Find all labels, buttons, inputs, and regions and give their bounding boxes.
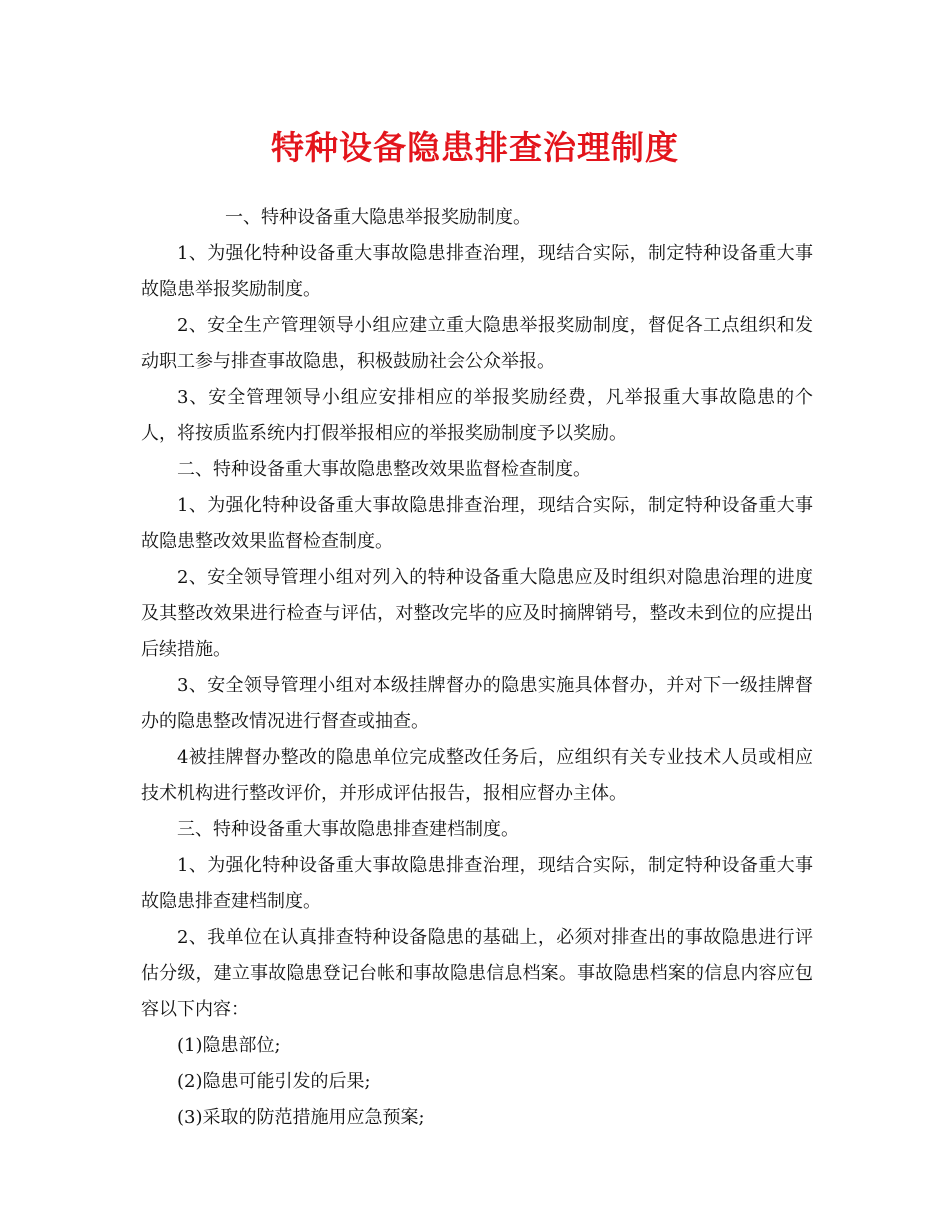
paragraph: 2、我单位在认真排查特种设备隐患的基础上，必须对排查出的事故隐患进行评估分级，建立事故隐患登记台帐和事故隐患信息档案。事故隐患档案的信息内容应包容以下内容： <box>141 927 813 1020</box>
paragraph: 3、安全管理领导小组应安排相应的举报奖励经费，凡举报重大事故隐患的个人，将按质监系统内打假举报相应的举报奖励制度予以奖励。 <box>141 387 813 444</box>
paragraph: 2、安全生产管理领导小组应建立重大隐患举报奖励制度，督促各工点组织和发动职工参与排查事故隐患，积极鼓励社会公众举报。 <box>141 315 813 372</box>
paragraph: 1、为强化特种设备重大事故隐患排查治理，现结合实际，制定特种设备重大事故隐患整改效果监督检查制度。 <box>141 495 813 552</box>
list-item: (2)隐患可能引发的后果; <box>177 1071 371 1092</box>
paragraph: 3、安全领导管理小组对本级挂牌督办的隐患实施具体督办，并对下一级挂牌督办的隐患整改情况进行督查或抽查。 <box>141 675 813 732</box>
section-heading-3: 三、特种设备重大事故隐患排查建档制度。 <box>177 819 519 840</box>
paragraph: 2、安全领导管理小组对列入的特种设备重大隐患应及时组织对隐患治理的进度及其整改效果进行检查与评估，对整改完毕的应及时摘牌销号，整改未到位的应提出后续措施。 <box>141 567 813 660</box>
list-item: (1)隐患部位; <box>177 1035 281 1056</box>
paragraph: 1、为强化特种设备重大事故隐患排查治理，现结合实际，制定特种设备重大事故隐患排查建档制度。 <box>141 855 813 912</box>
paragraph: 1、为强化特种设备重大事故隐患排查治理，现结合实际，制定特种设备重大事故隐患举报奖励制度。 <box>141 243 813 300</box>
document-title: 特种设备隐患排查治理制度 <box>271 128 679 167</box>
section-heading-1: 一、特种设备重大隐患举报奖励制度。 <box>225 207 531 228</box>
section-heading-2: 二、特种设备重大事故隐患整改效果监督检查制度。 <box>177 459 591 480</box>
paragraph: 4被挂牌督办整改的隐患单位完成整改任务后，应组织有关专业技术人员或相应技术机构进行整改评价，并形成评估报告，报相应督办主体。 <box>141 747 813 804</box>
list-item: (3)采取的防范措施用应急预案; <box>177 1107 425 1128</box>
document-body <box>141 200 813 1136</box>
